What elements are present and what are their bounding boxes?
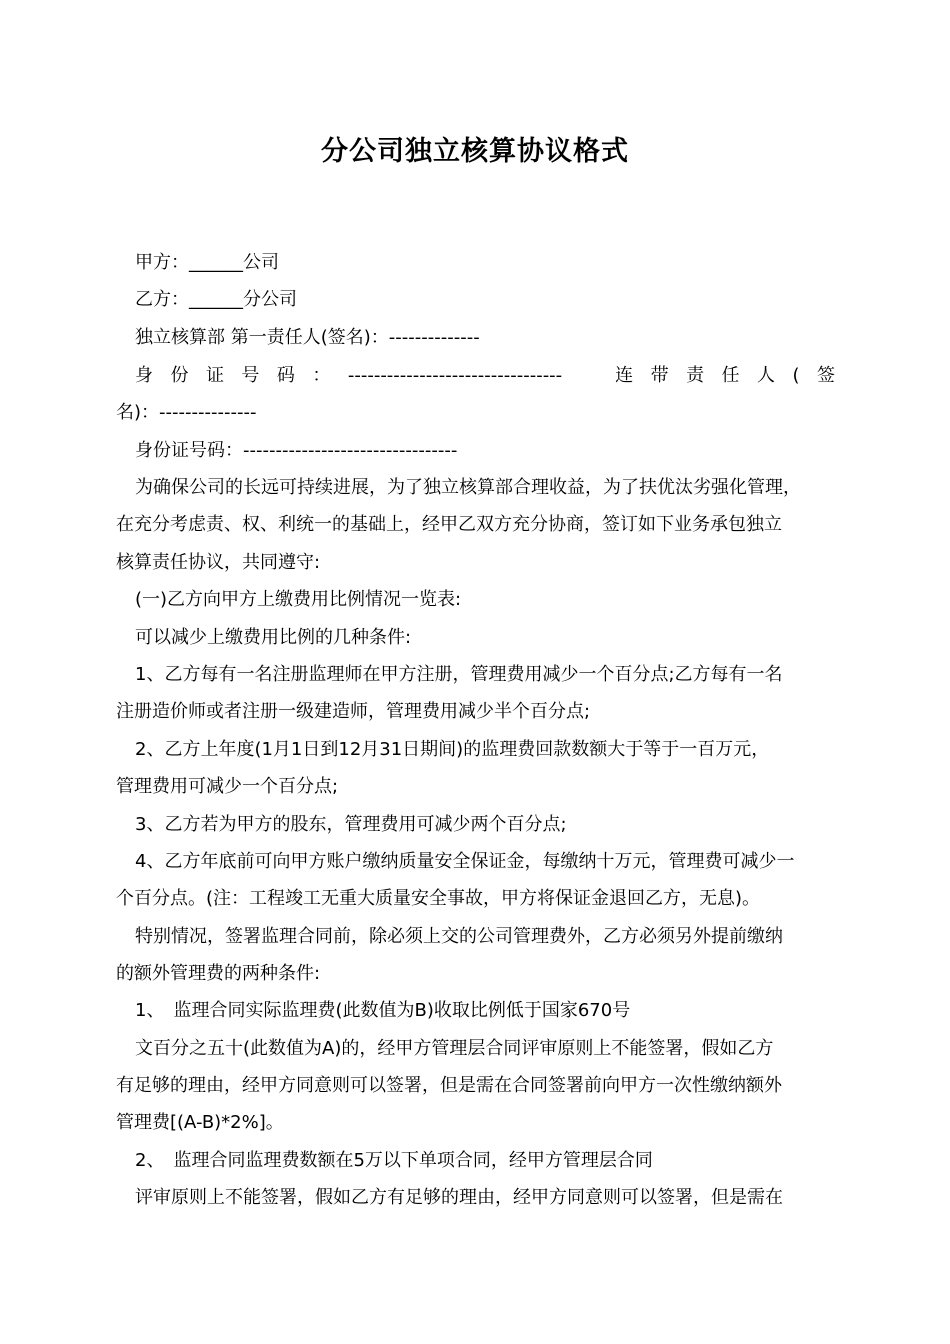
id-number-line: 身份证号码：--------------------------------- 连带责任人(签 — [135, 365, 835, 386]
party-a-line: 甲方：______公司 — [135, 252, 279, 273]
paragraph-line: 有足够的理由，经甲方同意则可以签署，但是需在合同签署前向甲方一次性缴纳额外 — [116, 1075, 782, 1096]
list-item: 1、乙方每有一名注册监理师在甲方注册，管理费用减少一个百分点;乙方每有一名 — [135, 664, 783, 685]
paragraph-line: 评审原则上不能签署，假如乙方有足够的理由，经甲方同意则可以签署，但是需在 — [135, 1187, 783, 1208]
responsible-person-line: 独立核算部 第一责任人(签名)：-------------- — [135, 327, 480, 348]
paragraph-line: 为确保公司的长远可持续进展，为了独立核算部合理收益，为了扶优汰劣强化管理， — [135, 477, 801, 498]
paragraph-line: 文百分之五十(此数值为A)的，经甲方管理层合同评审原则上不能签署，假如乙方 — [135, 1038, 774, 1059]
list-item-cont: 个百分点。(注：工程竣工无重大质量安全事故，甲方将保证金退回乙方，无息)。 — [116, 888, 761, 909]
document-title: 分公司独立核算协议格式 — [321, 136, 629, 167]
id-number-line-2: 身份证号码：--------------------------------- — [135, 440, 458, 461]
section-heading: (一)乙方向甲方上缴费用比例情况一览表: — [135, 589, 462, 610]
party-b-line: 乙方：______分公司 — [135, 289, 297, 310]
paragraph-line: 可以减少上缴费用比例的几种条件: — [135, 627, 412, 648]
list-item: 2、 监理合同监理费数额在5万以下单项合同，经甲方管理层合同 — [135, 1150, 653, 1171]
list-item: 4、乙方年底前可向甲方账户缴纳质量安全保证金，每缴纳十万元，管理费可减少一 — [135, 851, 795, 872]
guarantor-signature-line: 名)：--------------- — [116, 402, 257, 423]
paragraph-line: 的额外管理费的两种条件: — [116, 963, 321, 984]
paragraph-line: 管理费[(A-B)*2%]。 — [116, 1112, 284, 1133]
list-item: 3、乙方若为甲方的股东，管理费用可减少两个百分点; — [135, 814, 567, 835]
list-item-cont: 管理费用可减少一个百分点; — [116, 776, 339, 797]
list-item: 2、乙方上年度(1月1日到12月31日期间)的监理费回款数额大于等于一百万元， — [135, 739, 770, 760]
list-item: 1、 监理合同实际监理费(此数值为B)收取比例低于国家670号 — [135, 1000, 631, 1021]
paragraph-line: 特别情况，签署监理合同前，除必须上交的公司管理费外，乙方必须另外提前缴纳 — [135, 926, 783, 947]
paragraph-line: 核算责任协议，共同遵守: — [116, 552, 321, 573]
list-item-cont: 注册造价师或者注册一级建造师，管理费用减少半个百分点; — [116, 701, 591, 722]
paragraph-line: 在充分考虑责、权、利统一的基础上，经甲乙双方充分协商，签订如下业务承包独立 — [116, 514, 782, 535]
